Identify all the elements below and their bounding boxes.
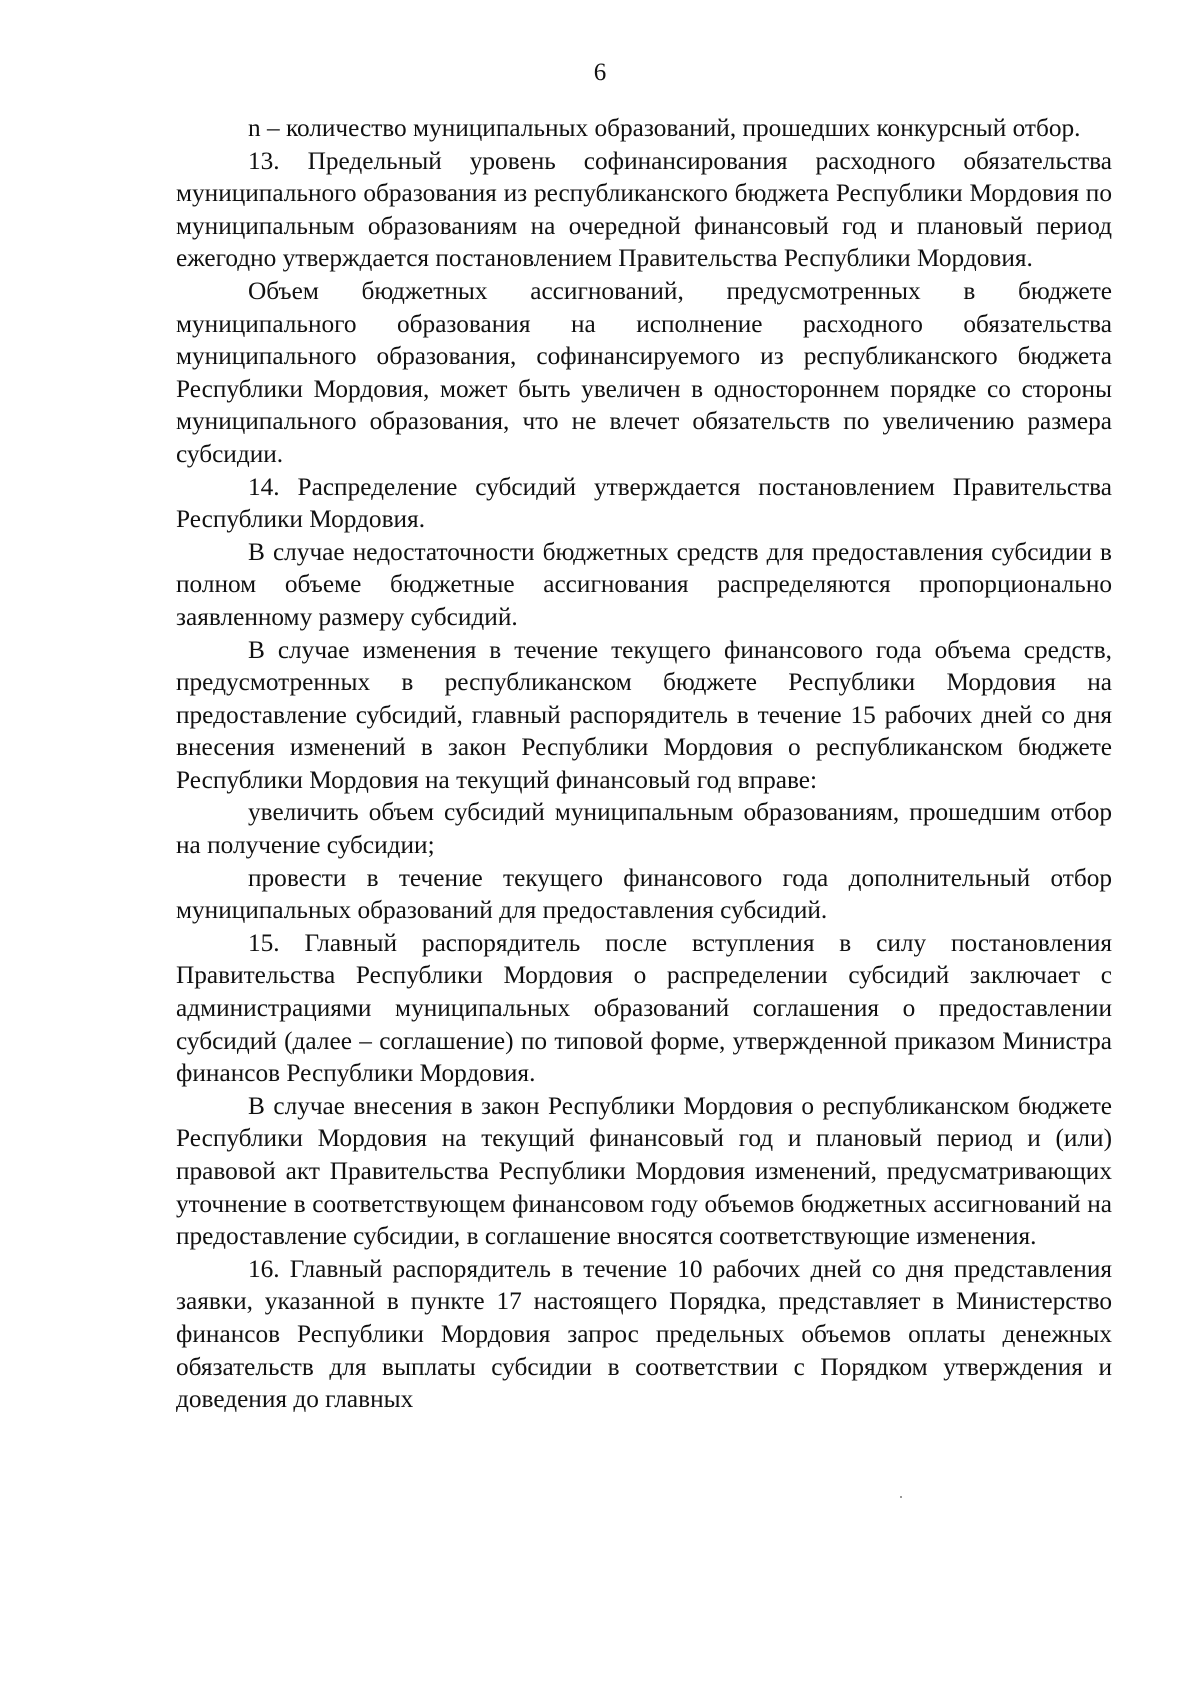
paragraph-n-definition: n – количество муниципальных образований, прошедших конкурсный отбор. <box>248 114 1081 142</box>
paragraph-change-of-funds: В случае изменения в течение текущего финансового года объема средств, предусмотренных в республиканском бюджете Республики Мордовия на предоставление субсидий, главный распорядитель в течение 15 рабочих дней со дня внесения изменений в закон Республики Мордовия о республиканском бюджете Республики Мордовия на текущий финансовый год вправе: <box>176 635 1112 794</box>
paragraph-16: 16. Главный распорядитель в течение 10 рабочих дней со дня представления заявки, указанной в пункте 17 настоящего Порядка, представляет в Министерство финансов Республики Мордовия запрос предельных объемов оплаты денежных обязательств для выплаты субсидии в соответствии с Порядком утверждения и доведения до главных <box>176 1254 1112 1414</box>
paragraph-agreement-changes: В случае внесения в закон Республики Мордовия о республиканском бюджете Республики Мордовия на текущий финансовый год и плановый период и (или) правовой акт Правительства Республики Мордовия изменений, предусматривающих уточнение в соответствующем финансовом году объемов бюджетных ассигнований на предоставление субсидии, в соглашение вносятся соответствующие изменения. <box>176 1091 1112 1251</box>
scan-speck <box>900 1496 902 1498</box>
paragraph-insufficient-funds: В случае недостаточности бюджетных средств для предоставления субсидии в полном объеме бюджетные ассигнования распределяются пропорционально заявленному размеру субсидий. <box>176 537 1112 631</box>
paragraph-additional-selection: провести в течение текущего финансового года дополнительный отбор муниципальных образований для предоставления субсидий. <box>176 863 1112 925</box>
page-number: 6 <box>593 59 607 86</box>
document-body <box>176 112 1112 1416</box>
paragraph-13: 13. Предельный уровень софинансирования расходного обязательства муниципального образования из республиканского бюджета Республики Мордовия по муниципальным образованиям на очередной финансовый год и плановый период ежегодно утверждается постановлением Правительства Республики Мордовия. <box>176 146 1112 273</box>
paragraph-15: 15. Главный распорядитель после вступления в силу постановления Правительства Республики Мордовия о распределении субсидий заключает с администрациями муниципальных образований соглашения о предоставлении субсидий (далее – соглашение) по типовой форме, утвержденной приказом Министра финансов Республики Мордовия. <box>176 928 1112 1088</box>
paragraph-budget-allocations: Объем бюджетных ассигнований, предусмотренных в бюджете муниципального образования на исполнение расходного обязательства муниципального образования, софинансируемого из республиканского бюджета Республики Мордовия, может быть увеличен в одностороннем порядке со стороны муниципального образования, что не влечет обязательств по увеличению размера субсидии. <box>176 276 1112 468</box>
paragraph-increase-subsidies: увеличить объем субсидий муниципальным образованиям, прошедшим отбор на получение субсидии; <box>176 798 1112 860</box>
paragraph-14: 14. Распределение субсидий утверждается постановлением Правительства Республики Мордовия. <box>176 472 1112 534</box>
